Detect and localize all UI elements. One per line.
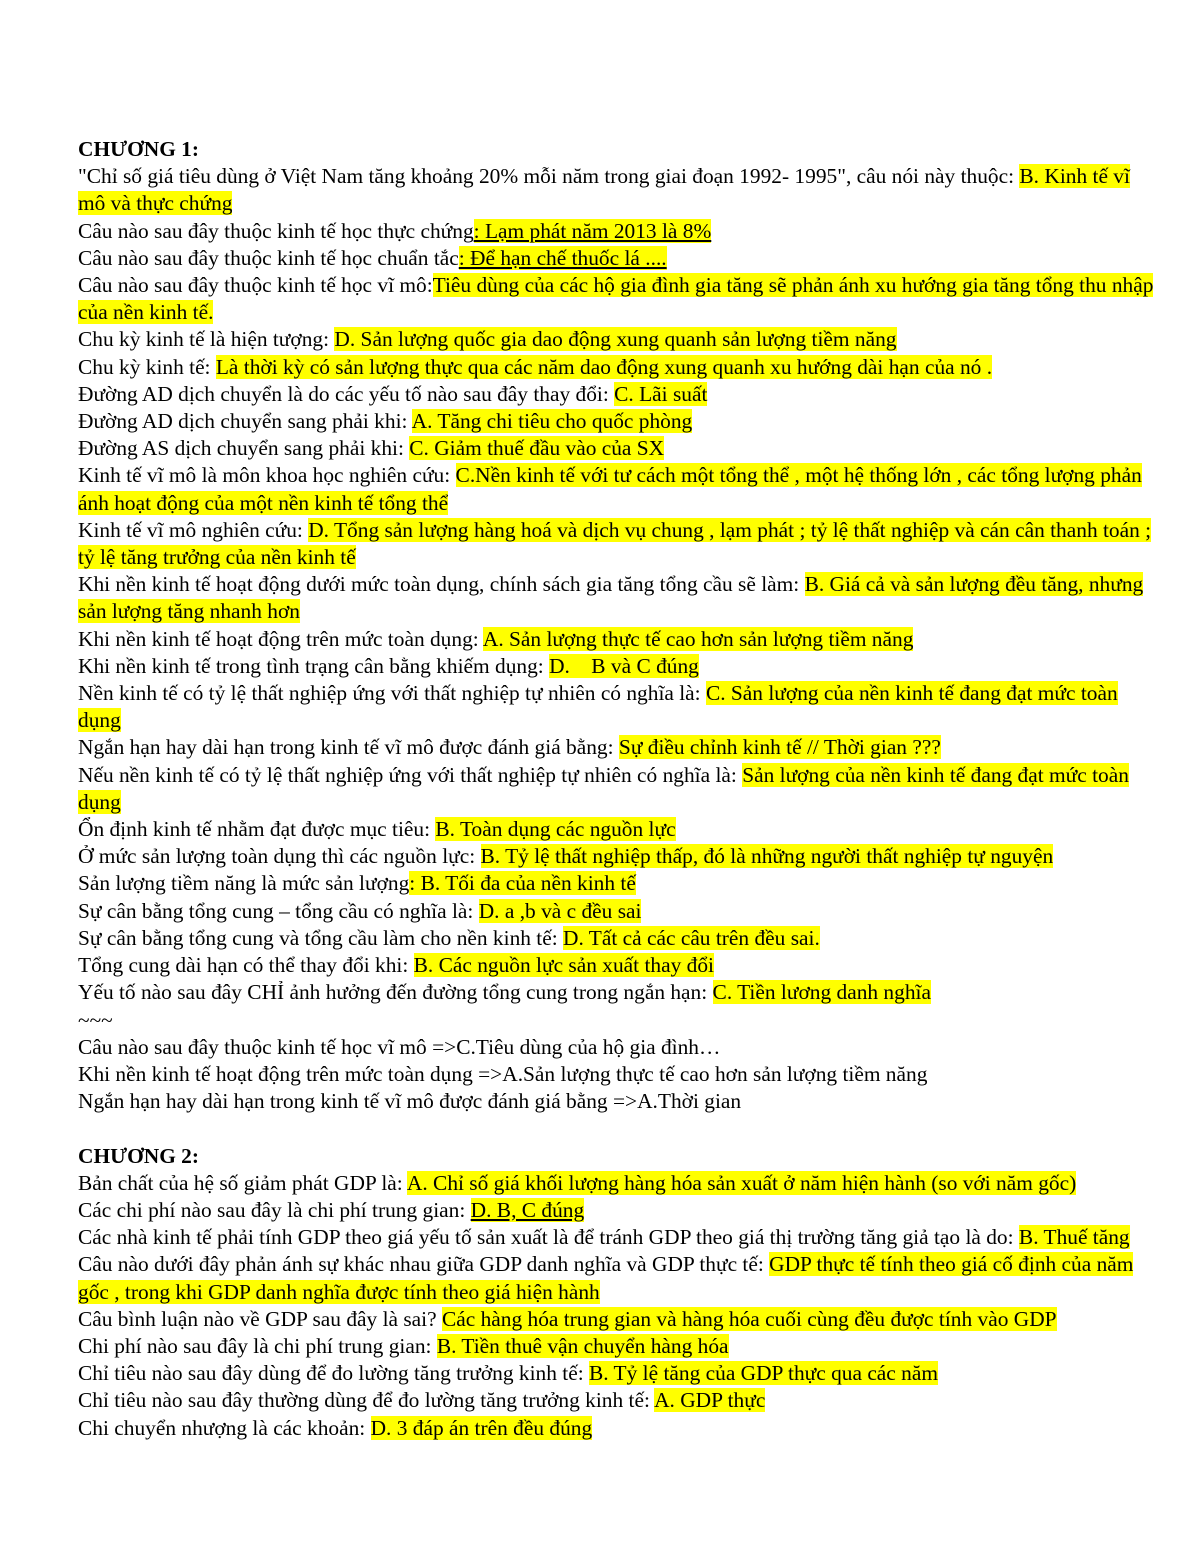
answer-highlight: A. Tăng chi tiêu cho quốc phòng	[411, 409, 693, 434]
question-text: Khi nền kinh tế hoạt động dưới mức toàn dụng, chính sách gia tăng tổng cầu sẽ làm:	[78, 572, 805, 597]
question-text: Khi nền kinh tế trong tình trạng cân bằng khiếm dụng:	[78, 653, 550, 678]
answer-highlight: A. Sản lượng thực tế cao hơn sản lượng tiềm năng	[482, 626, 914, 651]
question-text: Kinh tế vĩ mô nghiên cứu:	[78, 517, 309, 542]
answer-highlight: A. GDP thực	[654, 1388, 766, 1413]
question-text: Yếu tố nào sau đây CHỈ ảnh hưởng đến đường tổng cung trong ngắn hạn:	[78, 980, 713, 1005]
note-line: Ngắn hạn hay dài hạn trong kinh tế vĩ mô được đánh giá bằng =>A.Thời gian	[78, 1089, 742, 1114]
answer-highlight: : B. Tối đa của nền kinh tế	[409, 871, 636, 896]
question-text: Chu kỳ kinh tế:	[78, 354, 216, 379]
question-text: Câu nào sau đây thuộc kinh tế học thực chứng	[78, 218, 474, 243]
question-text: Sự cân bằng tổng cung và tổng cầu làm cho nền kinh tế:	[78, 925, 564, 950]
chapter2-heading: CHƯƠNG 2:	[78, 1143, 200, 1168]
answer-highlight: B. Toàn dụng các nguồn lực	[435, 817, 676, 842]
qa-line	[78, 1306, 1158, 1333]
separator-text: ~~~	[78, 1007, 113, 1032]
qa-line	[78, 762, 1158, 816]
answer-highlight: D. B và C đúng	[549, 653, 699, 678]
question-text: Đường AD dịch chuyển sang phải khi:	[78, 409, 412, 434]
qa-line	[78, 653, 1158, 680]
question-text: Chỉ tiêu nào sau đây thường dùng để đo lường tăng trưởng kinh tế:	[78, 1388, 655, 1413]
answer-highlight: : Để hạn chế thuốc lá ....	[458, 245, 667, 270]
answer-highlight: D. a ,b và c đều sai	[478, 898, 642, 923]
note-line: Câu nào sau đây thuộc kinh tế học vĩ mô =>C.Tiêu dùng của hộ gia đình…	[78, 1034, 721, 1059]
qa-line	[78, 925, 1158, 952]
qa-line	[78, 272, 1158, 326]
question-text: Đường AD dịch chuyển là do các yếu tố nào sau đây thay đổi:	[78, 381, 615, 406]
answer-highlight: B. Tỷ lệ thất nghiệp thấp, đó là những người thất nghiệp tự nguyện	[480, 844, 1054, 869]
chapter1-heading: CHƯƠNG 1:	[78, 137, 200, 161]
answer-highlight: B. Thuế tăng	[1018, 1225, 1130, 1250]
answer-highlight: Sản lượng của nền kinh tế đang đạt mức toàn dụng	[78, 762, 1129, 814]
question-text: Chi phí nào sau đây là chi phí trung gian:	[78, 1333, 437, 1358]
qa-line	[78, 1387, 1158, 1414]
answer-highlight: D. Sản lượng quốc gia dao động xung quanh sản lượng tiềm năng	[334, 327, 897, 352]
qa-line	[78, 326, 1158, 353]
answer-highlight: D. Tất cả các câu trên đều sai.	[563, 925, 820, 950]
document-page	[78, 136, 1158, 1442]
question-text: Chi chuyển nhượng là các khoản:	[78, 1415, 371, 1440]
question-text: Các nhà kinh tế phải tính GDP theo giá yếu tố sản xuất là để tránh GDP theo giá thị trường tăng giả tạo là do:	[78, 1225, 1019, 1250]
qa-line	[78, 680, 1158, 734]
answer-highlight: D. Tổng sản lượng hàng hoá và dịch vụ chung , lạm phát ; tỷ lệ thất nghiệp và cán cân thanh toán ; tỷ lệ tăng trưởng của nền kinh tế	[78, 517, 1152, 570]
question-text: Khi nền kinh tế hoạt động trên mức toàn dụng:	[78, 626, 483, 651]
question-text: Ổn định kinh tế nhằm đạt được mục tiêu:	[78, 817, 436, 842]
question-text: Các chi phí nào sau đây là chi phí trung gian:	[78, 1197, 471, 1222]
qa-line	[78, 734, 1158, 761]
qa-line	[78, 843, 1158, 870]
question-text: Sản lượng tiềm năng là mức sản lượng	[78, 871, 410, 896]
question-text: Đường AS dịch chuyển sang phải khi:	[78, 436, 410, 461]
answer-highlight: B. Giá cả và sản lượng đều tăng, nhưng sản lượng tăng nhanh hơn	[78, 572, 1144, 624]
answer-highlight: GDP thực tế tính theo giá cố định của năm gốc , trong khi GDP danh nghĩa được tính theo giá hiện hành	[78, 1252, 1134, 1304]
question-text: Ngắn hạn hay dài hạn trong kinh tế vĩ mô được đánh giá bằng:	[78, 735, 619, 760]
qa-line	[78, 1333, 1158, 1360]
qa-line	[78, 245, 1158, 272]
question-text: Sự cân bằng tổng cung – tổng cầu có nghĩa là:	[78, 898, 479, 923]
section-spacer	[78, 1115, 1158, 1142]
qa-line	[78, 1197, 1158, 1224]
qa-line	[78, 408, 1158, 435]
qa-line	[78, 1224, 1158, 1251]
question-text: Tổng cung dài hạn có thể thay đổi khi:	[78, 953, 414, 978]
answer-highlight: C. Lãi suất	[614, 381, 708, 406]
answer-highlight: Sự điều chỉnh kinh tế // Thời gian ???	[618, 735, 941, 760]
answer-highlight: : Lạm phát năm 2013 là 8%	[473, 218, 712, 243]
qa-line	[78, 952, 1158, 979]
qa-line	[78, 1360, 1158, 1387]
answer-highlight: B. Kinh tế vĩ mô và thực chứng	[78, 164, 1130, 216]
answer-highlight: Các hàng hóa trung gian và hàng hóa cuối cùng đều được tính vào GDP	[441, 1306, 1057, 1331]
question-text: Chu kỳ kinh tế là hiện tượng:	[78, 327, 335, 352]
qa-line	[78, 1415, 1158, 1442]
qa-line	[78, 816, 1158, 843]
answer-highlight: C. Sản lượng của nền kinh tế đang đạt mức toàn dụng	[78, 681, 1118, 733]
qa-line	[78, 1251, 1158, 1305]
question-text: Ở mức sản lượng toàn dụng thì các nguồn lực:	[78, 844, 481, 869]
qa-line	[78, 979, 1158, 1006]
answer-highlight: Là thời kỳ có sản lượng thực qua các năm dao động xung quanh xu hướng dài hạn của nó .	[215, 354, 993, 379]
qa-line	[78, 1170, 1158, 1197]
answer-highlight: A. Chỉ số giá khối lượng hàng hóa sản xuất ở năm hiện hành (so với năm gốc)	[406, 1170, 1077, 1195]
qa-line	[78, 626, 1158, 653]
question-text: Kinh tế vĩ mô là môn khoa học nghiên cứu:	[78, 463, 456, 488]
answer-highlight: D. B, C đúng	[470, 1197, 585, 1222]
qa-line	[78, 354, 1158, 381]
qa-line	[78, 571, 1158, 625]
question-text: Câu nào sau đây thuộc kinh tế học vĩ mô:	[78, 273, 433, 298]
question-text: Câu nào sau đây thuộc kinh tế học chuẩn tắc	[78, 245, 459, 270]
qa-line	[78, 462, 1158, 516]
question-text: Nền kinh tế có tỷ lệ thất nghiệp ứng với thất nghiệp tự nhiên có nghĩa là:	[78, 681, 706, 706]
answer-highlight: C.Nền kinh tế với tư cách một tổng thể , một hệ thống lớn , các tổng lượng phản ánh hoạt động của một nền kinh tế tổng thể	[78, 463, 1142, 515]
qa-line	[78, 435, 1158, 462]
question-text: Bản chất của hệ số giảm phát GDP là:	[78, 1170, 407, 1195]
qa-line	[78, 163, 1158, 217]
qa-line	[78, 517, 1158, 571]
answer-highlight: Tiêu dùng của các hộ gia đình gia tăng sẽ phản ánh xu hướng gia tăng tổng thu nhập của nền kinh tế.	[78, 273, 1154, 325]
answer-highlight: D. 3 đáp án trên đều đúng	[370, 1415, 593, 1440]
question-text: Nếu nền kinh tế có tỷ lệ thất nghiệp ứng với thất nghiệp tự nhiên có nghĩa là:	[78, 762, 743, 787]
answer-highlight: B. Tiền thuê vận chuyển hàng hóa	[436, 1333, 729, 1358]
qa-line	[78, 870, 1158, 897]
qa-line	[78, 218, 1158, 245]
question-text: Chỉ tiêu nào sau đây dùng để đo lường tăng trưởng kinh tế:	[78, 1361, 589, 1386]
answer-highlight: C. Giảm thuế đầu vào của SX	[409, 436, 665, 461]
question-text: "Chỉ số giá tiêu dùng ở Việt Nam tăng khoảng 20% mỗi năm trong giai đoạn 1992- 1995", câu nói này thuộc:	[78, 164, 1020, 189]
answer-highlight: B. Tỷ lệ tăng của GDP thực qua các năm	[588, 1361, 938, 1386]
question-text: Câu nào dưới đây phản ánh sự khác nhau giữa GDP danh nghĩa và GDP thực tế:	[78, 1252, 770, 1277]
qa-line	[78, 381, 1158, 408]
answer-highlight: C. Tiền lương danh nghĩa	[712, 980, 931, 1005]
answer-highlight: B. Các nguồn lực sản xuất thay đổi	[413, 953, 714, 978]
note-line: Khi nền kinh tế hoạt động trên mức toàn dụng =>A.Sản lượng thực tế cao hơn sản lượng tiềm năng	[78, 1061, 928, 1086]
qa-line	[78, 898, 1158, 925]
question-text: Câu bình luận nào về GDP sau đây là sai?	[78, 1306, 442, 1331]
